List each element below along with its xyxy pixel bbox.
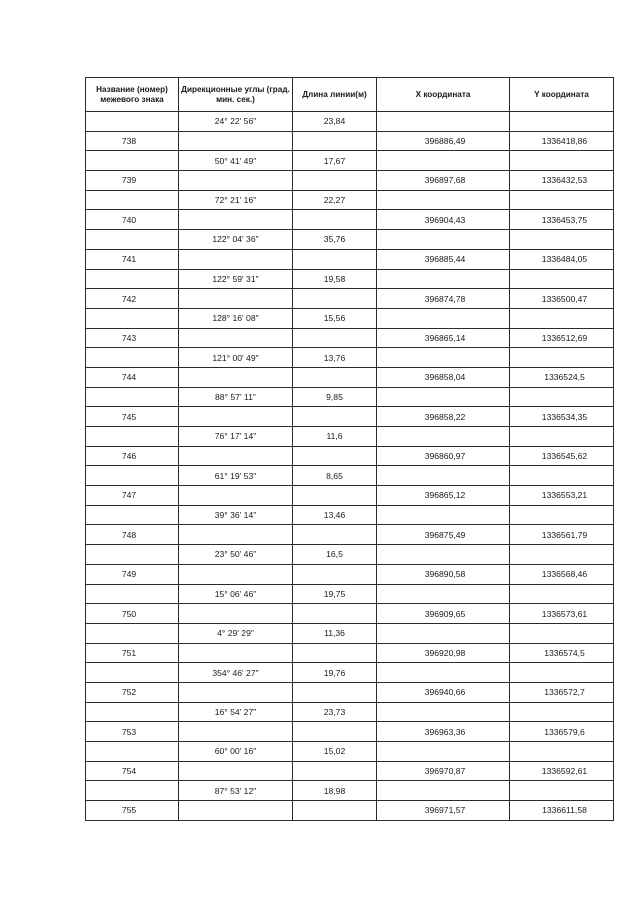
segment-empty-cell: [86, 230, 179, 250]
table-body: [86, 112, 614, 821]
segment-length-cell: 15,56: [293, 308, 377, 328]
point-name-cell: 743: [86, 328, 179, 348]
header-length: Длина линии(м): [293, 78, 377, 112]
segment-length-cell: 13,46: [293, 505, 377, 525]
segment-empty-cell: [510, 348, 614, 368]
segment-length-cell: 11,36: [293, 623, 377, 643]
point-empty-cell: [179, 171, 293, 191]
segment-empty-cell: [510, 230, 614, 250]
table-header-row: [86, 78, 614, 112]
segment-angle-cell: 122° 04' 36": [179, 230, 293, 250]
segment-length-cell: 22,27: [293, 190, 377, 210]
point-empty-cell: [293, 407, 377, 427]
segment-empty-cell: [377, 269, 510, 289]
segment-empty-cell: [510, 151, 614, 171]
point-name-cell: 747: [86, 486, 179, 506]
point-empty-cell: [293, 486, 377, 506]
point-empty-cell: [179, 289, 293, 309]
segment-empty-cell: [377, 623, 510, 643]
point-name-cell: 751: [86, 643, 179, 663]
segment-empty-cell: [510, 742, 614, 762]
segment-empty-cell: [86, 505, 179, 525]
point-empty-cell: [293, 801, 377, 821]
point-empty-cell: [179, 643, 293, 663]
segment-empty-cell: [86, 269, 179, 289]
point-empty-cell: [179, 761, 293, 781]
point-row: [86, 604, 614, 624]
segment-angle-cell: 60° 00' 16": [179, 742, 293, 762]
point-empty-cell: [179, 328, 293, 348]
segment-angle-cell: 39° 36' 14": [179, 505, 293, 525]
segment-empty-cell: [377, 466, 510, 486]
header-angle: Дирекционные углы (град. мин. сек.): [179, 78, 293, 112]
point-x-cell: 396971,57: [377, 801, 510, 821]
point-x-cell: 396874,78: [377, 289, 510, 309]
point-x-cell: 396886,49: [377, 131, 510, 151]
segment-angle-cell: 88° 57' 11": [179, 387, 293, 407]
point-x-cell: 396858,22: [377, 407, 510, 427]
point-name-cell: 739: [86, 171, 179, 191]
segment-empty-cell: [377, 545, 510, 565]
point-x-cell: 396858,04: [377, 367, 510, 387]
point-y-cell: 1336453,75: [510, 210, 614, 230]
segment-angle-cell: 128° 16' 08": [179, 308, 293, 328]
segment-empty-cell: [86, 742, 179, 762]
segment-row: [86, 545, 614, 565]
point-y-cell: 1336545,62: [510, 446, 614, 466]
point-empty-cell: [293, 643, 377, 663]
point-y-cell: 1336611,58: [510, 801, 614, 821]
point-name-cell: 744: [86, 367, 179, 387]
point-empty-cell: [293, 249, 377, 269]
segment-empty-cell: [86, 427, 179, 447]
segment-empty-cell: [510, 466, 614, 486]
point-empty-cell: [293, 367, 377, 387]
segment-row: [86, 505, 614, 525]
segment-row: [86, 702, 614, 722]
segment-length-cell: 19,76: [293, 663, 377, 683]
segment-empty-cell: [510, 269, 614, 289]
point-row: [86, 682, 614, 702]
point-y-cell: 1336574,5: [510, 643, 614, 663]
segment-empty-cell: [510, 545, 614, 565]
point-x-cell: 396860,97: [377, 446, 510, 466]
point-name-cell: 742: [86, 289, 179, 309]
point-empty-cell: [293, 446, 377, 466]
segment-empty-cell: [510, 387, 614, 407]
point-x-cell: 396897,68: [377, 171, 510, 191]
point-x-cell: 396920,98: [377, 643, 510, 663]
point-empty-cell: [293, 682, 377, 702]
point-row: [86, 722, 614, 742]
segment-empty-cell: [377, 505, 510, 525]
segment-empty-cell: [510, 663, 614, 683]
point-name-cell: 749: [86, 564, 179, 584]
segment-angle-cell: 15° 06' 46": [179, 584, 293, 604]
point-row: [86, 289, 614, 309]
point-row: [86, 210, 614, 230]
segment-empty-cell: [377, 308, 510, 328]
point-empty-cell: [293, 525, 377, 545]
segment-length-cell: 35,76: [293, 230, 377, 250]
point-empty-cell: [293, 210, 377, 230]
segment-length-cell: 9,85: [293, 387, 377, 407]
point-empty-cell: [179, 682, 293, 702]
point-x-cell: 396865,12: [377, 486, 510, 506]
segment-angle-cell: 50° 41' 49": [179, 151, 293, 171]
point-x-cell: 396885,44: [377, 249, 510, 269]
point-y-cell: 1336553,21: [510, 486, 614, 506]
segment-empty-cell: [510, 308, 614, 328]
segment-empty-cell: [377, 584, 510, 604]
segment-empty-cell: [377, 427, 510, 447]
point-y-cell: 1336524,5: [510, 367, 614, 387]
segment-empty-cell: [510, 427, 614, 447]
segment-length-cell: 18,98: [293, 781, 377, 801]
point-empty-cell: [293, 289, 377, 309]
segment-row: [86, 348, 614, 368]
point-name-cell: 750: [86, 604, 179, 624]
point-row: [86, 171, 614, 191]
segment-length-cell: 23,73: [293, 702, 377, 722]
segment-angle-cell: 354° 46' 27": [179, 663, 293, 683]
segment-empty-cell: [86, 190, 179, 210]
point-row: [86, 486, 614, 506]
segment-row: [86, 151, 614, 171]
segment-angle-cell: 61° 19' 53": [179, 466, 293, 486]
segment-row: [86, 623, 614, 643]
segment-row: [86, 466, 614, 486]
segment-angle-cell: 23° 50' 46": [179, 545, 293, 565]
point-empty-cell: [179, 131, 293, 151]
point-y-cell: 1336572,7: [510, 682, 614, 702]
segment-empty-cell: [510, 781, 614, 801]
segment-empty-cell: [377, 112, 510, 132]
segment-row: [86, 230, 614, 250]
point-x-cell: 396963,36: [377, 722, 510, 742]
point-empty-cell: [179, 446, 293, 466]
segment-empty-cell: [510, 112, 614, 132]
point-name-cell: 740: [86, 210, 179, 230]
point-y-cell: 1336534,35: [510, 407, 614, 427]
segment-empty-cell: [86, 781, 179, 801]
segment-angle-cell: 72° 21' 16": [179, 190, 293, 210]
segment-empty-cell: [86, 308, 179, 328]
point-empty-cell: [293, 564, 377, 584]
point-empty-cell: [293, 171, 377, 191]
point-y-cell: 1336500,47: [510, 289, 614, 309]
segment-empty-cell: [510, 702, 614, 722]
segment-length-cell: 13,76: [293, 348, 377, 368]
segment-empty-cell: [377, 151, 510, 171]
segment-row: [86, 427, 614, 447]
point-empty-cell: [179, 249, 293, 269]
segment-length-cell: 16,5: [293, 545, 377, 565]
point-row: [86, 761, 614, 781]
point-empty-cell: [179, 801, 293, 821]
segment-angle-cell: 24° 22' 56": [179, 112, 293, 132]
point-x-cell: 396909,65: [377, 604, 510, 624]
point-y-cell: 1336432,53: [510, 171, 614, 191]
point-x-cell: 396904,43: [377, 210, 510, 230]
segment-empty-cell: [86, 584, 179, 604]
segment-empty-cell: [377, 663, 510, 683]
segment-row: [86, 742, 614, 762]
header-y: Y координата: [510, 78, 614, 112]
segment-row: [86, 663, 614, 683]
segment-empty-cell: [377, 230, 510, 250]
segment-empty-cell: [510, 623, 614, 643]
point-x-cell: 396940,66: [377, 682, 510, 702]
segment-empty-cell: [377, 742, 510, 762]
point-name-cell: 752: [86, 682, 179, 702]
segment-angle-cell: 16° 54' 27": [179, 702, 293, 722]
segment-empty-cell: [86, 466, 179, 486]
segment-length-cell: 23,84: [293, 112, 377, 132]
point-empty-cell: [293, 328, 377, 348]
point-name-cell: 745: [86, 407, 179, 427]
segment-empty-cell: [510, 584, 614, 604]
segment-empty-cell: [377, 781, 510, 801]
segment-empty-cell: [86, 545, 179, 565]
point-x-cell: 396865,14: [377, 328, 510, 348]
point-row: [86, 131, 614, 151]
point-row: [86, 249, 614, 269]
segment-empty-cell: [86, 112, 179, 132]
point-empty-cell: [179, 564, 293, 584]
point-name-cell: 755: [86, 801, 179, 821]
point-empty-cell: [179, 367, 293, 387]
segment-angle-cell: 87° 53' 12": [179, 781, 293, 801]
segment-length-cell: 19,75: [293, 584, 377, 604]
segment-angle-cell: 121° 00' 49": [179, 348, 293, 368]
point-name-cell: 754: [86, 761, 179, 781]
point-row: [86, 564, 614, 584]
point-empty-cell: [179, 604, 293, 624]
segment-row: [86, 387, 614, 407]
segment-empty-cell: [86, 623, 179, 643]
point-name-cell: 738: [86, 131, 179, 151]
point-row: [86, 367, 614, 387]
segment-length-cell: 19,58: [293, 269, 377, 289]
point-empty-cell: [293, 604, 377, 624]
point-y-cell: 1336592,61: [510, 761, 614, 781]
point-y-cell: 1336579,6: [510, 722, 614, 742]
point-empty-cell: [293, 722, 377, 742]
point-row: [86, 328, 614, 348]
point-name-cell: 741: [86, 249, 179, 269]
point-y-cell: 1336568,46: [510, 564, 614, 584]
point-y-cell: 1336512,69: [510, 328, 614, 348]
segment-empty-cell: [86, 702, 179, 722]
segment-empty-cell: [510, 190, 614, 210]
point-empty-cell: [293, 761, 377, 781]
segment-row: [86, 190, 614, 210]
segment-row: [86, 781, 614, 801]
segment-empty-cell: [377, 190, 510, 210]
point-name-cell: 753: [86, 722, 179, 742]
segment-row: [86, 112, 614, 132]
segment-length-cell: 8,65: [293, 466, 377, 486]
point-empty-cell: [179, 722, 293, 742]
segment-length-cell: 11,6: [293, 427, 377, 447]
segment-empty-cell: [377, 387, 510, 407]
point-x-cell: 396970,87: [377, 761, 510, 781]
segment-empty-cell: [377, 702, 510, 722]
point-empty-cell: [179, 407, 293, 427]
point-y-cell: 1336484,05: [510, 249, 614, 269]
segment-angle-cell: 76° 17' 14": [179, 427, 293, 447]
header-name: Название (номер) межевого знака: [86, 78, 179, 112]
segment-row: [86, 308, 614, 328]
segment-empty-cell: [86, 663, 179, 683]
header-x: X координата: [377, 78, 510, 112]
segment-angle-cell: 122° 59' 31": [179, 269, 293, 289]
point-empty-cell: [179, 210, 293, 230]
point-x-cell: 396890,58: [377, 564, 510, 584]
point-empty-cell: [179, 525, 293, 545]
segment-empty-cell: [377, 348, 510, 368]
segment-angle-cell: 4° 29' 29": [179, 623, 293, 643]
segment-row: [86, 269, 614, 289]
point-row: [86, 446, 614, 466]
segment-empty-cell: [86, 151, 179, 171]
coordinates-table: [85, 77, 614, 821]
point-empty-cell: [293, 131, 377, 151]
segment-empty-cell: [86, 387, 179, 407]
point-y-cell: 1336561,79: [510, 525, 614, 545]
point-y-cell: 1336418,86: [510, 131, 614, 151]
point-row: [86, 643, 614, 663]
segment-length-cell: 15,02: [293, 742, 377, 762]
point-row: [86, 525, 614, 545]
segment-row: [86, 584, 614, 604]
point-y-cell: 1336573,61: [510, 604, 614, 624]
segment-empty-cell: [510, 505, 614, 525]
segment-empty-cell: [86, 348, 179, 368]
point-row: [86, 801, 614, 821]
point-name-cell: 748: [86, 525, 179, 545]
point-name-cell: 746: [86, 446, 179, 466]
point-row: [86, 407, 614, 427]
segment-length-cell: 17,67: [293, 151, 377, 171]
point-empty-cell: [179, 486, 293, 506]
point-x-cell: 396875,49: [377, 525, 510, 545]
